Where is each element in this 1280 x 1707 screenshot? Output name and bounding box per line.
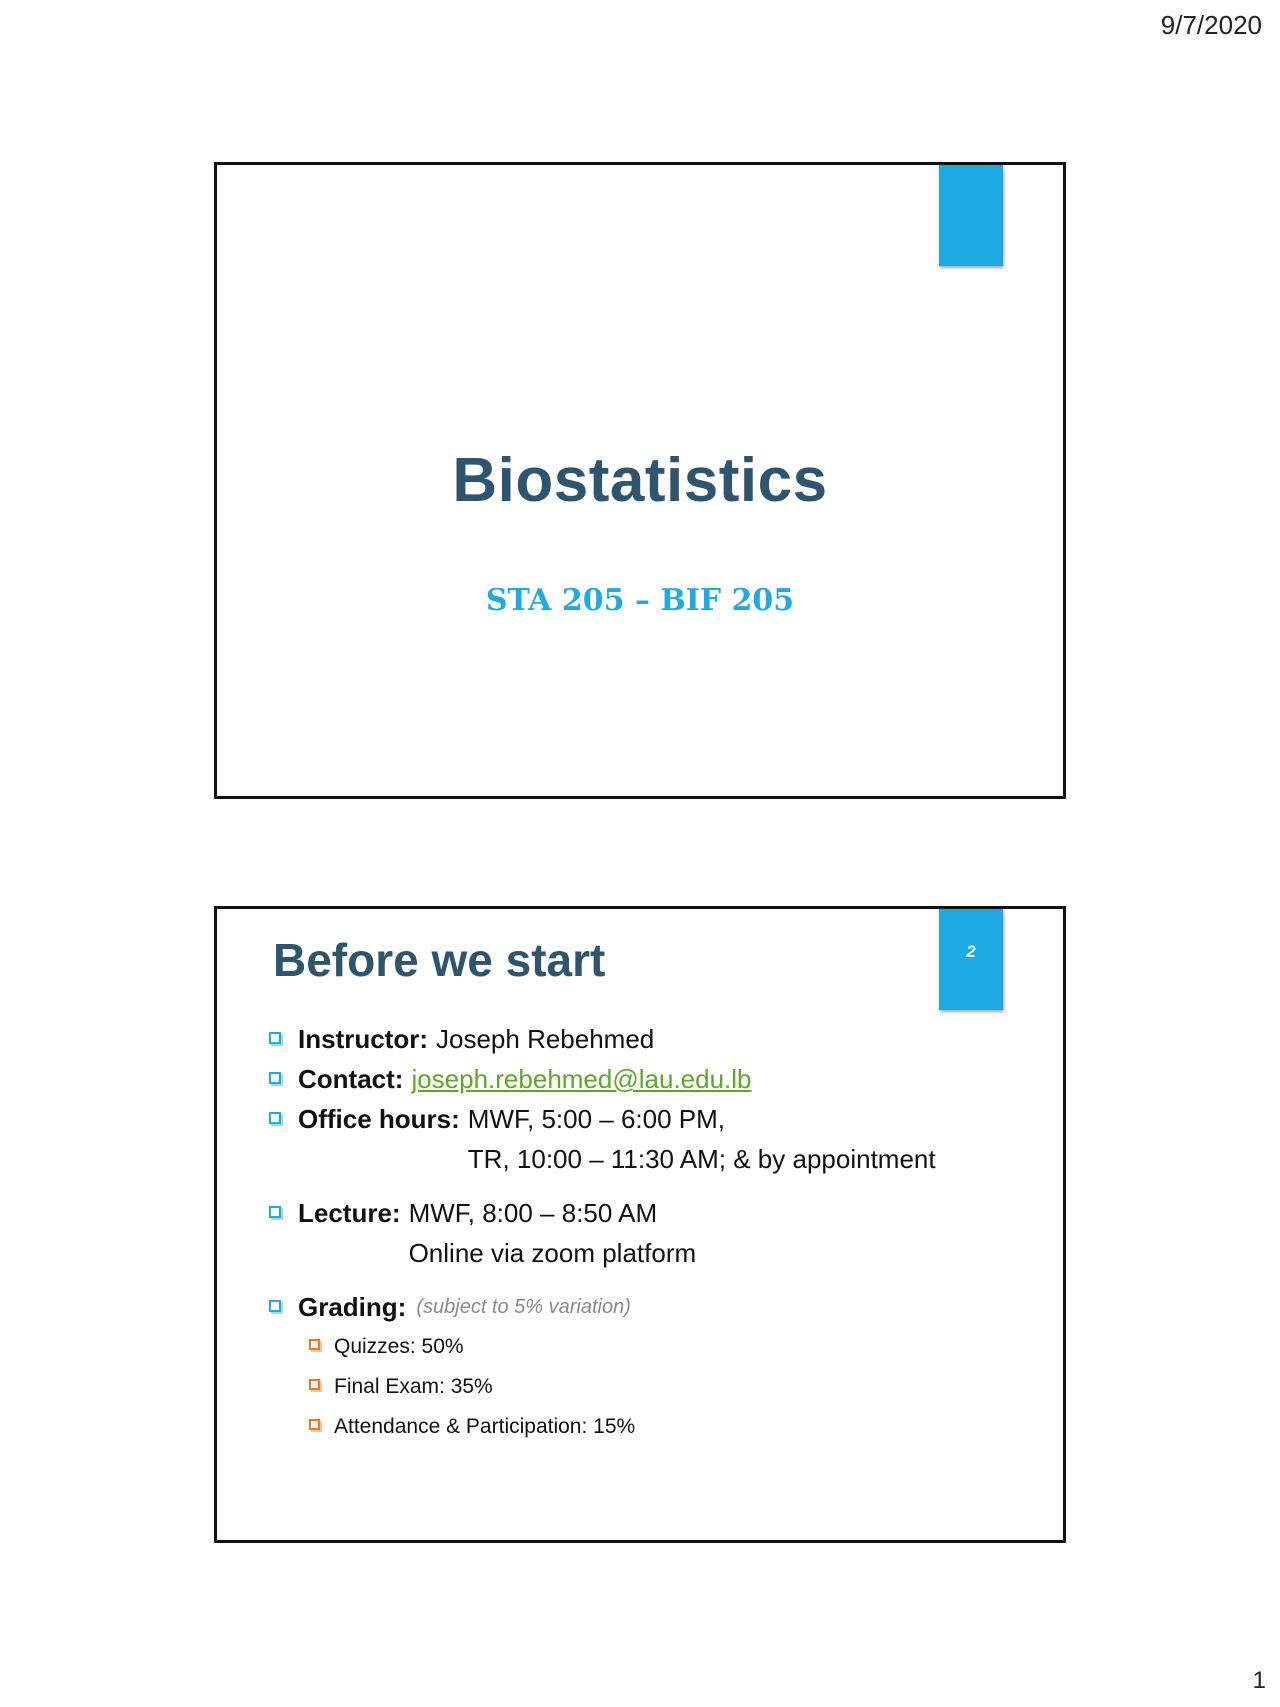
slide-title: Biostatistics: [452, 446, 828, 515]
grading-sub-item: [309, 1407, 1023, 1447]
slide-title: Before we start: [273, 934, 606, 986]
square-bullet-icon: [309, 1339, 320, 1350]
square-bullet-icon: [269, 1300, 281, 1312]
office-hours-line2: TR, 10:00 – 11:30 AM; & by appointment: [467, 1144, 936, 1174]
slide-number-tab: [939, 909, 1003, 1010]
contact-label: Contact:: [298, 1064, 404, 1094]
lecture-label: Lecture:: [298, 1198, 401, 1228]
office-hours-line1: MWF, 5:00 – 6:00 PM,: [467, 1104, 726, 1134]
lecture-line2: Online via zoom platform: [408, 1238, 697, 1268]
square-bullet-icon: [269, 1112, 281, 1124]
instructor-label: Instructor:: [298, 1024, 428, 1054]
slide-number: 2: [966, 942, 976, 961]
square-bullet-icon: [269, 1032, 281, 1044]
square-bullet-icon: [309, 1379, 320, 1390]
title-slide: [214, 162, 1066, 799]
grading-note: (subject to 5% variation): [416, 1296, 631, 1318]
slide-body: [269, 1019, 1023, 1447]
slide-number-tab: [939, 165, 1003, 266]
slide-subtitle: STA 205 – BIF 205: [485, 583, 795, 618]
page-number: 1: [1252, 1667, 1266, 1694]
grading-item: [269, 1287, 1023, 1327]
instructor-item: [269, 1019, 1023, 1059]
grading-attendance: Attendance & Participation: 15%: [334, 1415, 636, 1438]
grading-sub-item: [309, 1367, 1023, 1407]
grading-final-exam: Final Exam: 35%: [334, 1375, 493, 1398]
grading-label: Grading:: [298, 1292, 407, 1322]
before-we-start-slide: [214, 906, 1066, 1543]
lecture-line1: MWF, 8:00 – 8:50 AM: [408, 1198, 658, 1228]
grading-quizzes: Quizzes: 50%: [334, 1335, 464, 1358]
square-bullet-icon: [309, 1419, 320, 1430]
lecture-item: [269, 1193, 1023, 1273]
office-hours-item: [269, 1099, 1023, 1179]
square-bullet-icon: [269, 1206, 281, 1218]
grading-sub-item: [309, 1327, 1023, 1367]
instructor-value: Joseph Rebehmed: [436, 1024, 655, 1054]
office-hours-label: Office hours:: [298, 1104, 460, 1134]
contact-email-link[interactable]: joseph.rebehmed@lau.edu.lb: [411, 1064, 752, 1094]
contact-item: [269, 1059, 1023, 1099]
square-bullet-icon: [269, 1072, 281, 1084]
page-date: 9/7/2020: [1160, 10, 1262, 40]
